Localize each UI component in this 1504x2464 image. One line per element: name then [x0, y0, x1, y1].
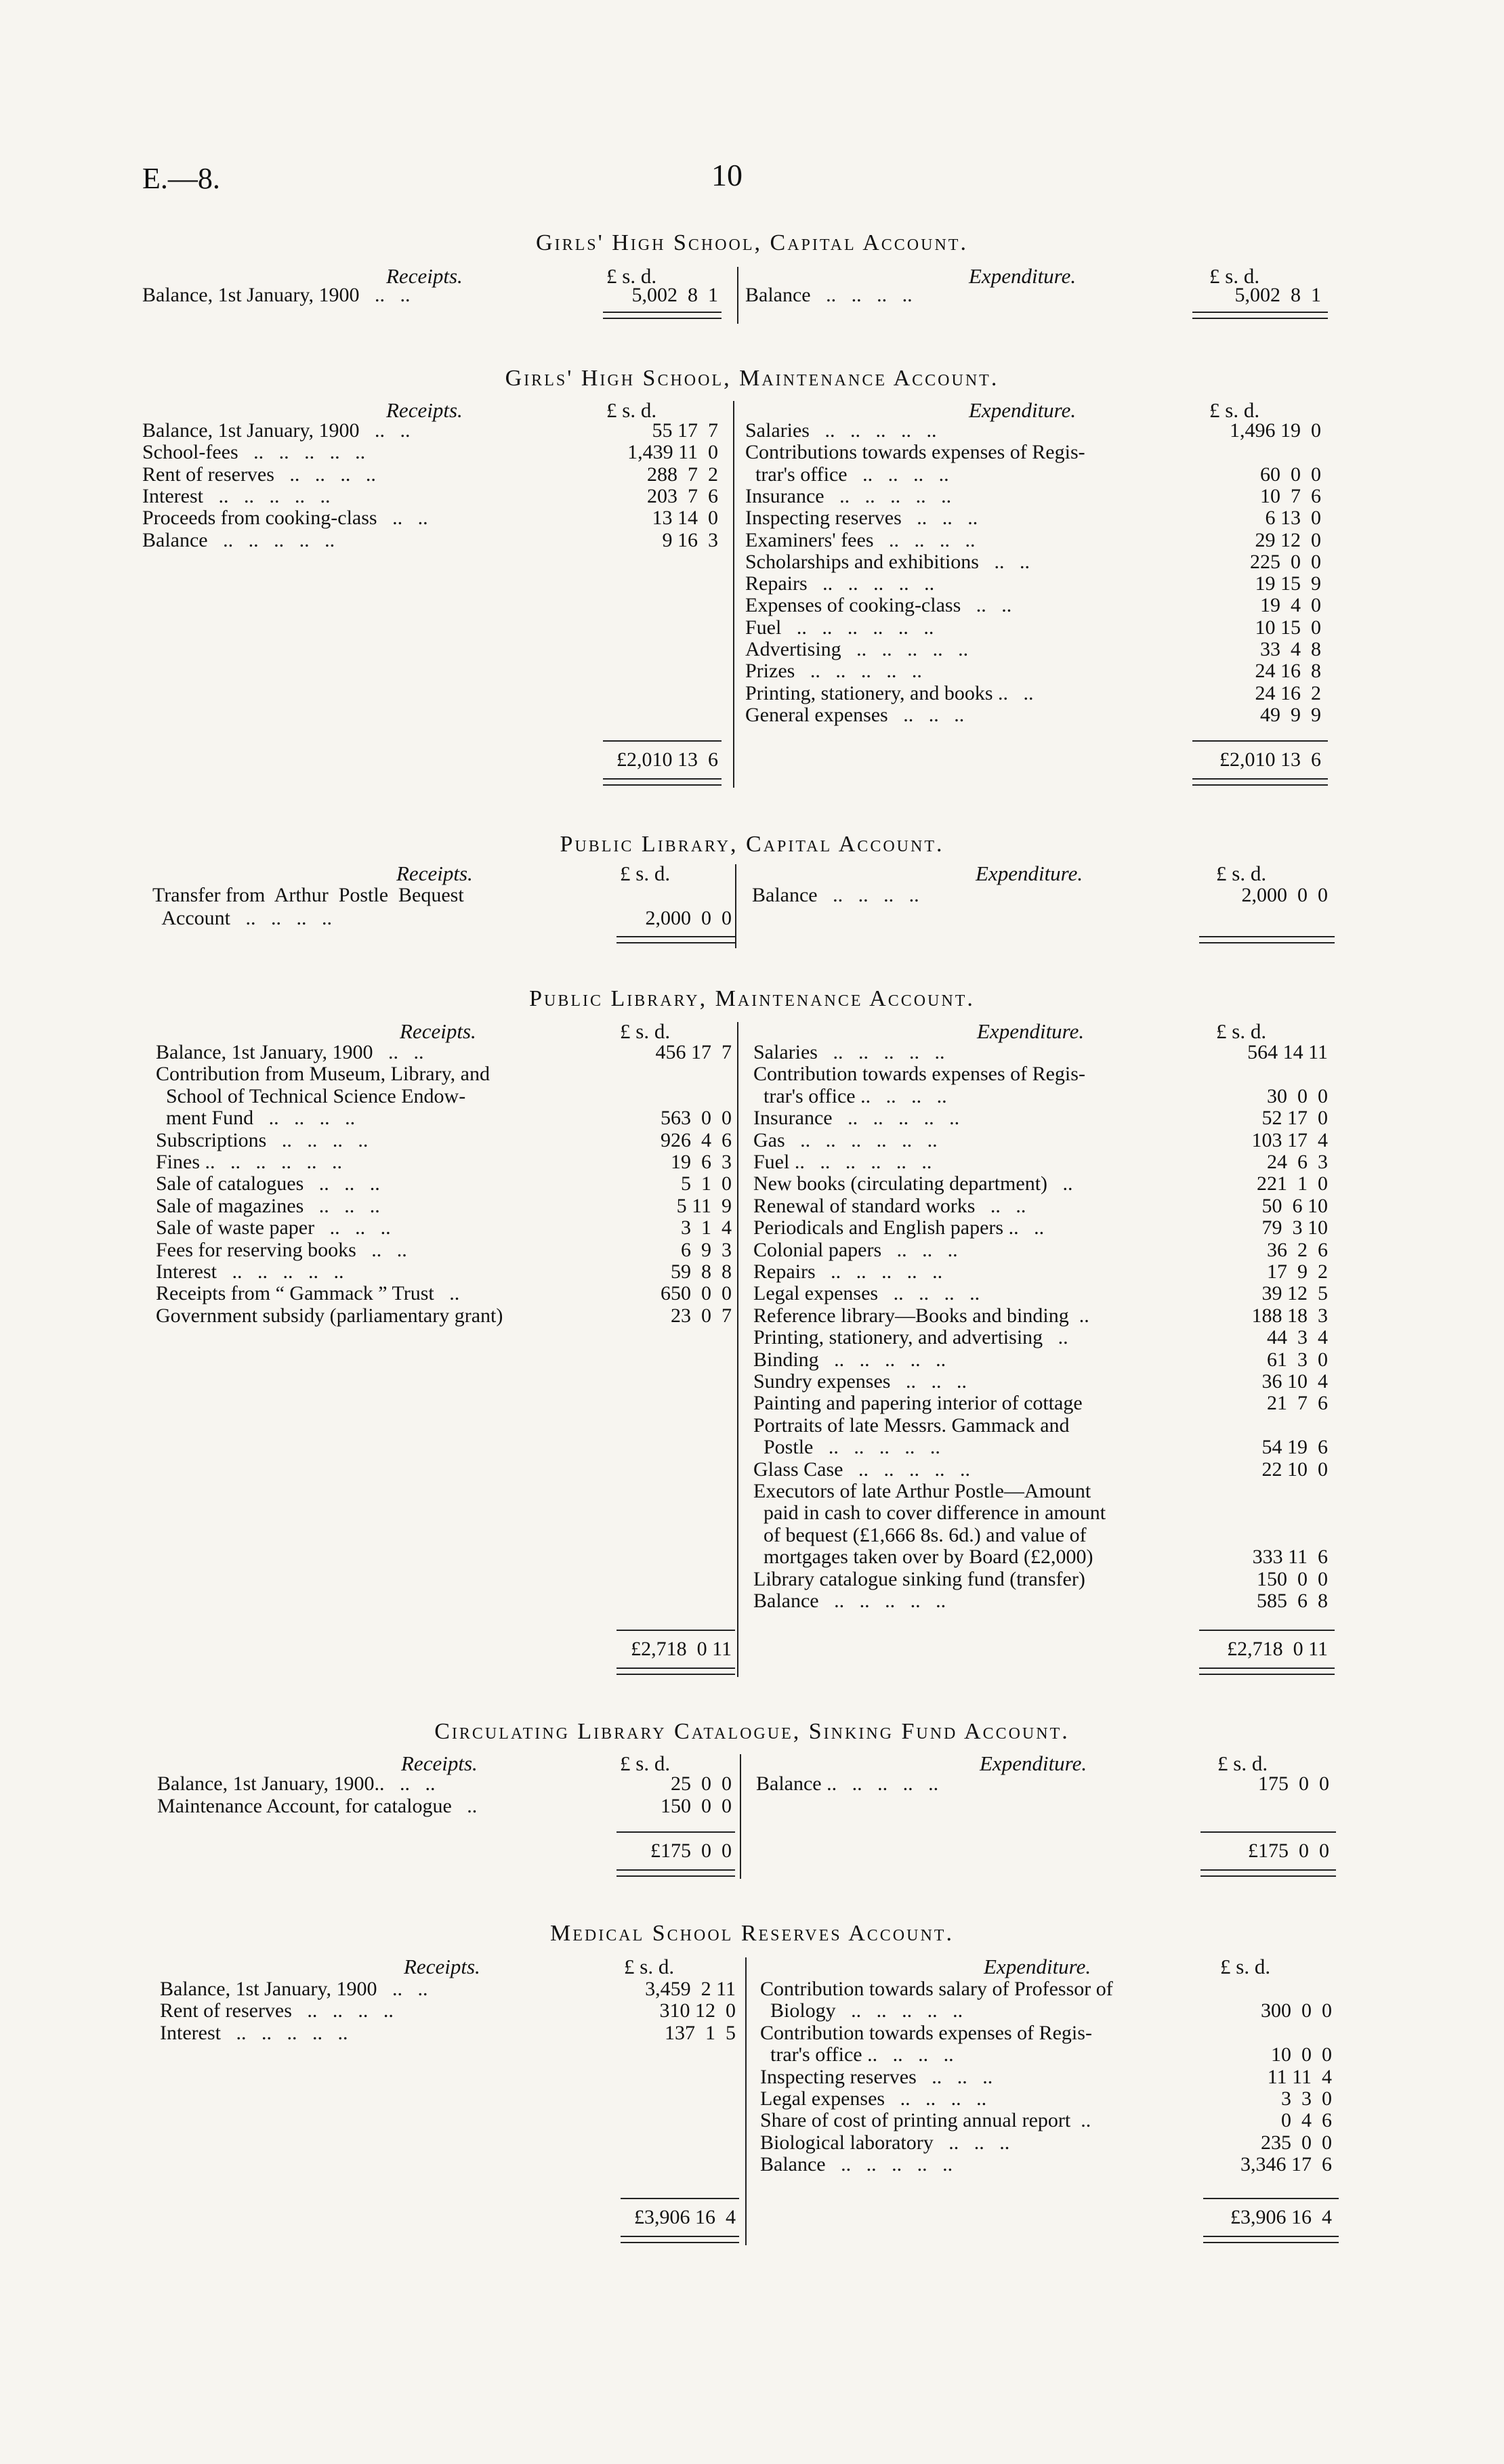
receipts-total-double-rule: [621, 2236, 739, 2243]
expenditure-item: Balance .. .. .. .. ..: [756, 1772, 939, 1795]
page-number: 10: [711, 158, 743, 192]
expenditure-amount: 1,496 19 0: [1230, 419, 1321, 442]
expenditure-amount: 10 0 0: [1271, 2043, 1332, 2066]
expenditure-subtotal-rule: [1200, 1831, 1336, 1833]
expenditure-item: Fuel .. .. .. .. .. ..: [753, 1151, 932, 1173]
receipts-subtotal-rule: [617, 1630, 735, 1631]
expenditure-item: Insurance .. .. .. .. ..: [753, 1107, 960, 1130]
expenditure-amount: 103 17 4: [1251, 1128, 1328, 1151]
column-divider: [740, 1754, 741, 1879]
expenditure-currency-heading: £ s. d.: [1209, 398, 1260, 422]
expenditure-amount: 3,346 17 6: [1240, 2153, 1332, 2176]
receipt-amount: 5 1 0: [681, 1172, 732, 1195]
receipt-amount: 59 8 8: [671, 1260, 732, 1283]
expenditure-item: Inspecting reserves .. .. ..: [760, 2065, 993, 2088]
expenditure-heading: Expenditure.: [969, 398, 1077, 422]
expenditure-item: Library catalogue sinking fund (transfer): [753, 1567, 1085, 1590]
receipts-heading: Receipts.: [386, 264, 463, 288]
receipts-currency-heading: £ s. d.: [606, 264, 657, 288]
receipt-item: Interest .. .. .. .. ..: [156, 1260, 344, 1283]
expenditure-item: Scholarships and exhibitions .. ..: [745, 550, 1030, 573]
expenditure-heading: Expenditure.: [980, 1751, 1087, 1775]
expenditure-amount: 24 6 3: [1267, 1151, 1328, 1173]
receipts-total: £3,906 16 4: [634, 2206, 736, 2228]
receipts-subtotal-rule: [603, 740, 722, 742]
receipt-item: Balance, 1st January, 1900 .. ..: [160, 1978, 428, 2000]
receipts-currency-heading: £ s. d.: [606, 398, 657, 422]
expenditure-item: Balance .. .. .. ..: [745, 284, 913, 306]
expenditure-item: Contribution towards expenses of Regis-: [753, 1063, 1085, 1086]
expenditure-amount: 188 18 3: [1251, 1304, 1328, 1327]
expenditure-amount: 79 3 10: [1261, 1216, 1328, 1239]
expenditure-total-double-rule: [1192, 778, 1328, 786]
receipt-amount: 55 17 7: [652, 419, 718, 442]
expenditure-amount: 61 3 0: [1267, 1348, 1328, 1371]
receipt-item: Account .. .. .. ..: [152, 907, 332, 929]
report-code: E.—8.: [142, 162, 220, 195]
expenditure-item: Repairs .. .. .. .. ..: [753, 1260, 943, 1283]
expenditure-item: Colonial papers .. .. ..: [753, 1238, 958, 1261]
expenditure-item: Biology .. .. .. .. ..: [760, 1999, 963, 2022]
receipt-amount: 3,459 2 11: [645, 1978, 736, 2000]
receipt-item: Fees for reserving books .. ..: [156, 1238, 407, 1261]
receipt-item: Sale of catalogues .. .. ..: [156, 1172, 380, 1195]
expenditure-item: trar's office .. .. .. ..: [760, 2043, 954, 2066]
receipts-heading: Receipts.: [396, 862, 473, 885]
expenditure-amount: 33 4 8: [1260, 638, 1321, 660]
expenditure-currency-heading: £ s. d.: [1209, 264, 1260, 288]
expenditure-total: £175 0 0: [1248, 1840, 1329, 1862]
receipt-item: Sale of magazines .. .. ..: [156, 1194, 380, 1217]
receipt-amount: 5,002 8 1: [631, 284, 718, 306]
section-title: Public Library, Capital Account.: [560, 832, 944, 857]
receipt-item: Proceeds from cooking-class .. ..: [142, 507, 428, 530]
receipt-amount: 13 14 0: [652, 507, 718, 530]
expenditure-amount: 52 17 0: [1261, 1107, 1328, 1130]
receipt-item: Balance, 1st January, 1900 .. ..: [156, 1041, 424, 1063]
expenditure-item: mortgages taken over by Board (£2,000): [753, 1546, 1093, 1569]
expenditure-item: Painting and papering interior of cottage: [753, 1392, 1083, 1415]
expenditure-item: Salaries .. .. .. .. ..: [753, 1041, 945, 1063]
expenditure-item: Share of cost of printing annual report ..: [760, 2109, 1091, 2132]
expenditure-item: trar's office .. .. .. ..: [745, 463, 949, 486]
expenditure-item: Legal expenses .. .. .. ..: [760, 2087, 987, 2110]
receipt-amount: 926 4 6: [661, 1128, 732, 1151]
expenditure-item: Renewal of standard works .. ..: [753, 1194, 1026, 1217]
receipt-item: Contribution from Museum, Library, and: [156, 1063, 490, 1086]
expenditure-heading: Expenditure.: [984, 1955, 1091, 1978]
expenditure-total-double-rule: [1200, 1869, 1336, 1877]
expenditure-item: trar's office .. .. .. ..: [753, 1084, 947, 1107]
column-divider: [737, 1022, 738, 1677]
receipt-amount: 137 1 5: [665, 2021, 736, 2044]
receipt-amount: 650 0 0: [661, 1282, 732, 1305]
expenditure-amount: 30 0 0: [1267, 1084, 1328, 1107]
expenditure-amount: 49 9 9: [1260, 703, 1321, 726]
receipt-amount: 23 0 7: [671, 1304, 732, 1327]
receipts-heading: Receipts.: [400, 1019, 476, 1043]
expenditure-item: Portraits of late Messrs. Gammack and: [753, 1414, 1070, 1437]
receipts-total: £175 0 0: [650, 1840, 732, 1862]
receipt-amount: 203 7 6: [647, 484, 718, 507]
receipts-heading: Receipts.: [401, 1751, 478, 1775]
expenditure-total: £2,718 0 11: [1227, 1638, 1328, 1660]
section-title: Girls' High School, Maintenance Account.: [505, 366, 999, 391]
expenditure-item: Advertising .. .. .. .. ..: [745, 638, 969, 660]
receipt-item: Government subsidy (parliamentary grant): [156, 1304, 503, 1327]
receipts-total: £2,010 13 6: [617, 748, 718, 771]
receipt-item: School-fees .. .. .. .. ..: [142, 441, 366, 464]
expenditure-amount: 221 1 0: [1257, 1172, 1328, 1195]
expenditure-amount: 10 7 6: [1260, 484, 1321, 507]
expenditure-item: Gas .. .. .. .. .. ..: [753, 1128, 938, 1151]
receipts-total-double-rule: [617, 936, 735, 943]
expenditure-item: Fuel .. .. .. .. .. ..: [745, 616, 934, 639]
receipts-total-double-rule: [603, 778, 722, 786]
expenditure-total-double-rule: [1199, 936, 1335, 943]
expenditure-item: Printing, stationery, and books .. ..: [745, 681, 1034, 704]
expenditure-item: Expenses of cooking-class .. ..: [745, 594, 1012, 617]
receipt-item: Rent of reserves .. .. .. ..: [142, 463, 376, 486]
column-divider: [737, 267, 738, 324]
expenditure-amount: 50 6 10: [1261, 1194, 1328, 1217]
receipt-amount: 288 7 2: [647, 463, 718, 486]
expenditure-currency-heading: £ s. d.: [1220, 1955, 1271, 1978]
receipt-item: Balance, 1st January, 1900.. .. ..: [157, 1772, 436, 1795]
expenditure-amount: 22 10 0: [1261, 1458, 1328, 1481]
expenditure-item: Contribution towards salary of Professor of: [760, 1978, 1113, 2000]
expenditure-item: Prizes .. .. .. .. ..: [745, 660, 922, 683]
expenditure-total-double-rule: [1192, 312, 1328, 319]
expenditure-item: Legal expenses .. .. .. ..: [753, 1282, 980, 1305]
expenditure-item: Repairs .. .. .. .. ..: [745, 572, 935, 595]
expenditure-item: Balance .. .. .. .. ..: [753, 1590, 946, 1612]
expenditure-amount: 0 4 6: [1281, 2109, 1332, 2132]
expenditure-amount: 11 11 4: [1267, 2065, 1332, 2088]
expenditure-item: Balance .. .. .. ..: [752, 884, 919, 906]
receipts-subtotal-rule: [617, 1831, 735, 1833]
expenditure-item: Insurance .. .. .. .. ..: [745, 484, 952, 507]
expenditure-item: Reference library—Books and binding ..: [753, 1304, 1089, 1327]
expenditure-item: Executors of late Arthur Postle—Amount: [753, 1480, 1091, 1502]
receipt-amount: 2,000 0 0: [645, 907, 732, 929]
expenditure-amount: 225 0 0: [1250, 550, 1321, 573]
expenditure-item: of bequest (£1,666 8s. 6d.) and value of: [753, 1523, 1087, 1546]
receipt-item: Interest .. .. .. .. ..: [142, 484, 331, 507]
expenditure-subtotal-rule: [1192, 740, 1328, 742]
receipts-total: £2,718 0 11: [631, 1638, 732, 1660]
expenditure-amount: 564 14 11: [1247, 1041, 1328, 1063]
expenditure-amount: 24 16 8: [1255, 660, 1321, 683]
receipt-item: Receipts from “ Gammack ” Trust ..: [156, 1282, 460, 1305]
expenditure-amount: 10 15 0: [1255, 616, 1321, 639]
receipts-currency-heading: £ s. d.: [620, 1019, 671, 1043]
receipt-amount: 25 0 0: [671, 1772, 732, 1795]
expenditure-currency-heading: £ s. d.: [1216, 1019, 1267, 1043]
receipt-amount: 6 9 3: [681, 1238, 732, 1261]
expenditure-item: General expenses .. .. ..: [745, 703, 965, 726]
receipts-heading: Receipts.: [386, 398, 463, 422]
receipts-total-double-rule: [617, 1668, 735, 1675]
expenditure-total: £3,906 16 4: [1230, 2206, 1332, 2228]
receipts-currency-heading: £ s. d.: [620, 1751, 671, 1775]
column-divider: [745, 1957, 747, 2245]
expenditure-amount: 36 10 4: [1261, 1370, 1328, 1393]
expenditure-amount: 19 15 9: [1255, 572, 1321, 595]
receipt-item: Interest .. .. .. .. ..: [160, 2021, 348, 2044]
expenditure-amount: 5,002 8 1: [1234, 284, 1321, 306]
expenditure-amount: 3 3 0: [1281, 2087, 1332, 2110]
expenditure-heading: Expenditure.: [977, 1019, 1085, 1043]
receipt-item: School of Technical Science Endow-: [156, 1084, 466, 1107]
expenditure-subtotal-rule: [1203, 2198, 1339, 2199]
expenditure-item: Periodicals and English papers .. ..: [753, 1216, 1045, 1239]
expenditure-item: Salaries .. .. .. .. ..: [745, 419, 937, 442]
expenditure-subtotal-rule: [1199, 1630, 1335, 1631]
receipt-amount: 19 6 3: [671, 1151, 732, 1173]
receipt-amount: 9 16 3: [662, 528, 718, 551]
receipt-item: Balance, 1st January, 1900 .. ..: [142, 284, 411, 306]
expenditure-total-double-rule: [1199, 1668, 1335, 1675]
receipt-item: Sale of waste paper .. .. ..: [156, 1216, 391, 1239]
receipt-item: Balance .. .. .. .. ..: [142, 528, 335, 551]
expenditure-item: Contribution towards expenses of Regis-: [760, 2021, 1092, 2044]
receipts-total-double-rule: [603, 312, 722, 319]
expenditure-amount: 175 0 0: [1258, 1772, 1329, 1795]
receipt-item: Subscriptions .. .. .. ..: [156, 1128, 369, 1151]
receipt-amount: 150 0 0: [661, 1794, 732, 1817]
column-divider: [733, 401, 734, 788]
receipts-currency-heading: £ s. d.: [624, 1955, 675, 1978]
expenditure-amount: 19 4 0: [1260, 594, 1321, 617]
expenditure-amount: 44 3 4: [1267, 1326, 1328, 1349]
expenditure-item: Glass Case .. .. .. .. ..: [753, 1458, 970, 1481]
receipt-amount: 310 12 0: [659, 1999, 736, 2022]
expenditure-item: Biological laboratory .. .. ..: [760, 2131, 1010, 2154]
expenditure-heading: Expenditure.: [976, 862, 1083, 885]
expenditure-amount: 2,000 0 0: [1241, 884, 1328, 906]
expenditure-item: Binding .. .. .. .. ..: [753, 1348, 946, 1371]
receipt-item: Rent of reserves .. .. .. ..: [160, 1999, 394, 2022]
receipt-amount: 5 11 9: [676, 1194, 732, 1217]
section-title: Medical School Reserves Account.: [550, 1921, 954, 1946]
receipt-item: Fines .. .. .. .. .. ..: [156, 1151, 343, 1173]
expenditure-amount: 150 0 0: [1257, 1567, 1328, 1590]
expenditure-currency-heading: £ s. d.: [1217, 1751, 1268, 1775]
expenditure-amount: 60 0 0: [1260, 463, 1321, 486]
expenditure-item: Contributions towards expenses of Regis-: [745, 441, 1085, 464]
expenditure-amount: 24 16 2: [1255, 681, 1321, 704]
expenditure-item: Inspecting reserves .. .. ..: [745, 507, 978, 530]
receipt-amount: 1,439 11 0: [627, 441, 718, 464]
receipts-heading: Receipts.: [404, 1955, 480, 1978]
receipts-subtotal-rule: [621, 2198, 739, 2199]
expenditure-amount: 36 2 6: [1267, 1238, 1328, 1261]
expenditure-item: Sundry expenses .. .. ..: [753, 1370, 967, 1393]
expenditure-amount: 300 0 0: [1261, 1999, 1332, 2022]
expenditure-amount: 333 11 6: [1252, 1546, 1328, 1569]
expenditure-item: Postle .. .. .. .. ..: [753, 1436, 940, 1459]
expenditure-amount: 235 0 0: [1261, 2131, 1332, 2154]
expenditure-item: paid in cash to cover difference in amount: [753, 1502, 1106, 1525]
expenditure-amount: 21 7 6: [1267, 1392, 1328, 1415]
expenditure-item: Printing, stationery, and advertising ..: [753, 1326, 1068, 1349]
expenditure-item: New books (circulating department) ..: [753, 1172, 1073, 1195]
receipt-item: Maintenance Account, for catalogue ..: [157, 1794, 478, 1817]
receipt-amount: 456 17 7: [655, 1041, 732, 1063]
expenditure-heading: Expenditure.: [969, 264, 1077, 288]
expenditure-total-double-rule: [1203, 2236, 1339, 2243]
receipt-amount: 3 1 4: [681, 1216, 732, 1239]
receipts-currency-heading: £ s. d.: [620, 862, 671, 885]
receipt-amount: 563 0 0: [661, 1107, 732, 1130]
receipt-item: Transfer from Arthur Postle Bequest: [152, 884, 464, 906]
section-title: Circulating Library Catalogue, Sinking Fund Account.: [434, 1719, 1070, 1744]
expenditure-amount: 39 12 5: [1261, 1282, 1328, 1305]
expenditure-total: £2,010 13 6: [1219, 748, 1321, 771]
expenditure-amount: 6 13 0: [1265, 507, 1321, 530]
expenditure-amount: 54 19 6: [1261, 1436, 1328, 1459]
column-divider: [735, 864, 736, 948]
receipts-total-double-rule: [617, 1869, 735, 1877]
expenditure-amount: 17 9 2: [1267, 1260, 1328, 1283]
section-title: Girls' High School, Capital Account.: [536, 230, 968, 255]
section-title: Public Library, Maintenance Account.: [529, 986, 975, 1011]
expenditure-amount: 29 12 0: [1255, 528, 1321, 551]
expenditure-item: Examiners' fees .. .. .. ..: [745, 528, 976, 551]
receipt-item: ment Fund .. .. .. ..: [156, 1107, 356, 1130]
receipt-item: Balance, 1st January, 1900 .. ..: [142, 419, 411, 442]
expenditure-amount: 585 6 8: [1257, 1590, 1328, 1612]
expenditure-currency-heading: £ s. d.: [1216, 862, 1267, 885]
expenditure-item: Balance .. .. .. .. ..: [760, 2153, 953, 2176]
